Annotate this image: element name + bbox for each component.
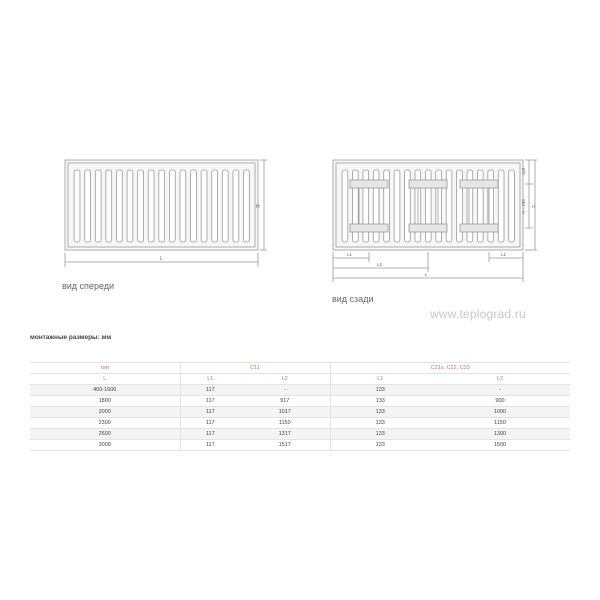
- table-cell: 1300: [430, 429, 570, 440]
- mounting-dimensions-title: монтажные размеры: мм: [30, 334, 112, 341]
- table-cell: 1800: [30, 396, 180, 407]
- radiator-fin: [138, 170, 144, 242]
- table-cell: -: [430, 385, 570, 396]
- table-cell: 133: [330, 429, 430, 440]
- radiator-fin: [85, 170, 91, 242]
- table-row: [30, 407, 570, 418]
- radiator-fin: [169, 170, 175, 242]
- front-view-drawing: [60, 150, 275, 270]
- table-cell: -: [240, 385, 330, 396]
- table-cell: 117: [180, 396, 240, 407]
- table-subheader-row: [30, 374, 570, 385]
- table-cell: 117: [180, 385, 240, 396]
- table-cell: 133: [330, 418, 430, 429]
- table-cell: 1150: [430, 418, 570, 429]
- header-c11: C11: [180, 363, 330, 374]
- table-cell: 1000: [430, 407, 570, 418]
- radiator-fin: [127, 170, 133, 242]
- table-header-row: [30, 363, 570, 374]
- radiator-fin: [116, 170, 122, 242]
- table-cell: 117: [180, 429, 240, 440]
- radiator-fin: [201, 170, 207, 242]
- table-cell: 900: [430, 396, 570, 407]
- radiator-fin: [394, 170, 400, 242]
- back-view-drawing: [325, 150, 540, 285]
- front-view-caption: вид спереди: [62, 281, 115, 291]
- radiator-fin: [191, 170, 197, 242]
- radiator-fin: [212, 170, 218, 242]
- table-row: [30, 429, 570, 440]
- subheader-cell: L1: [330, 374, 430, 385]
- mounting-dimensions-table: [30, 362, 570, 451]
- table-cell: 2000: [30, 407, 180, 418]
- front-dim-width-label: L: [160, 256, 163, 262]
- back-view-caption: вид сзади: [332, 294, 374, 304]
- header-type: тип: [30, 363, 180, 374]
- table-cell: 3000: [30, 440, 180, 451]
- table-cell: 2600: [30, 429, 180, 440]
- back-dim-l1-right-label: L1: [501, 252, 507, 257]
- subheader-cell: L2: [240, 374, 330, 385]
- radiator-fin: [148, 170, 154, 242]
- radiator-fin: [342, 170, 348, 242]
- table-row: [30, 385, 570, 396]
- table-cell: 133: [330, 440, 430, 451]
- radiator-fin: [74, 170, 80, 242]
- radiator-fin: [233, 170, 239, 242]
- table-cell: 133: [330, 385, 430, 396]
- table-row: [30, 418, 570, 429]
- front-dim-height-label: H: [256, 204, 260, 210]
- table-row: [30, 396, 570, 407]
- back-dim-l2-label: L2: [377, 262, 383, 267]
- back-dim-l-label: L: [425, 272, 428, 277]
- subheader-cell: L: [30, 374, 180, 385]
- table-cell: 133: [330, 407, 430, 418]
- radiator-fin: [509, 170, 515, 242]
- radiator-fin: [498, 170, 504, 242]
- table-cell: 2300: [30, 418, 180, 429]
- table-cell: 1017: [240, 407, 330, 418]
- subheader-cell: L2: [430, 374, 570, 385]
- back-dim-top-label: 110: [521, 167, 526, 175]
- back-dim-h-label: H: [532, 204, 536, 209]
- subheader-cell: L1: [180, 374, 240, 385]
- table-cell: 1317: [240, 429, 330, 440]
- radiator-fin: [244, 170, 250, 242]
- table-cell: 400-1600: [30, 385, 180, 396]
- header-c21: C21s, C22, C33: [330, 363, 570, 374]
- back-dim-l1-label: L1: [347, 252, 353, 257]
- radiator-fin: [159, 170, 165, 242]
- site-watermark: www.teplograd.ru: [430, 307, 526, 321]
- radiator-fin: [180, 170, 186, 242]
- radiator-fin: [106, 170, 112, 242]
- radiator-fin: [222, 170, 228, 242]
- back-dim-mid-label: H - 180: [521, 199, 526, 214]
- table-cell: 117: [180, 407, 240, 418]
- table-cell: 1500: [430, 440, 570, 451]
- radiator-fin: [95, 170, 101, 242]
- table-row: [30, 440, 570, 451]
- table-cell: 117: [180, 418, 240, 429]
- table-cell: 917: [240, 396, 330, 407]
- table-cell: 1517: [240, 440, 330, 451]
- table-cell: 117: [180, 440, 240, 451]
- table-cell: 1150: [240, 418, 330, 429]
- table-cell: 133: [330, 396, 430, 407]
